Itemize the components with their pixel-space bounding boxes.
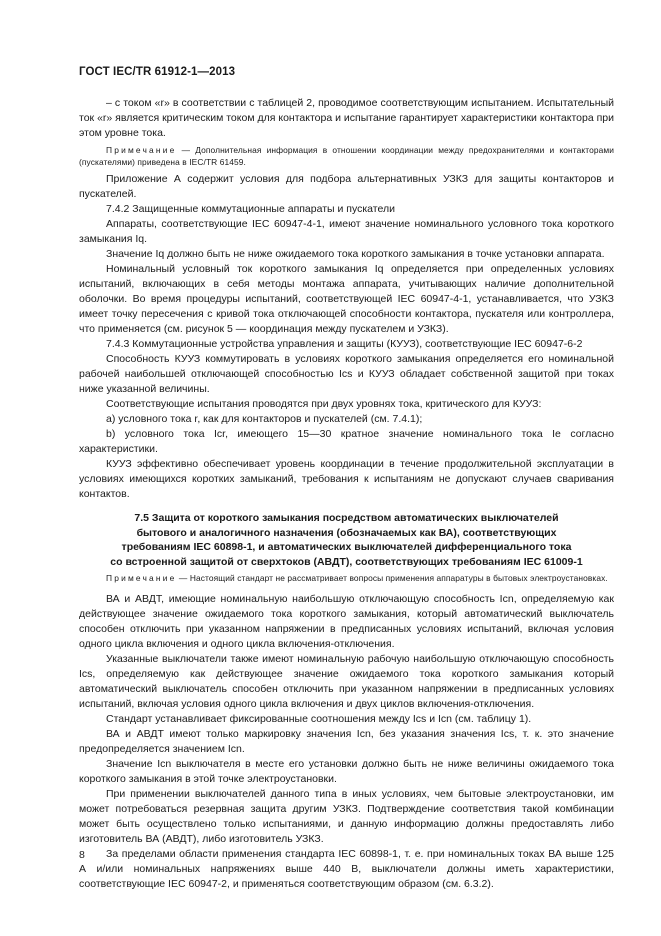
note xyxy=(79,144,614,168)
note xyxy=(79,572,614,584)
document-header: ГОСТ IEC/TR 61912-1—2013 xyxy=(79,66,236,78)
paragraph: Способность КУУЗ коммутировать в условиях короткого замыкания определяется его номинальной рабочей наибольшей отключающей способностью Ics и КУУЗ обладает собственной защитой при токах ниже указанной величины. xyxy=(79,353,614,395)
paragraph: За пределами области применения стандарта IEC 60898-1, т. е. при номинальных токах ВА выше 125 А и/или номинальных напряжениях выше 440 В, выключатели должны иметь характеристики, соответствующие IEC 60947-2, и применяться соответствующим образом (см. 6.3.2). xyxy=(79,848,614,890)
document-body xyxy=(79,96,614,892)
note-label: Примечание xyxy=(106,145,177,155)
paragraph: Приложение А содержит условия для подбора альтернативных УЗКЗ для защиты контакторов и пускателей. xyxy=(79,173,614,200)
paragraph: ВА и АВДТ имеют только маркировку значения Icn, без указания значения Ics, т. к. это значение предопределяется значением Icn. xyxy=(79,728,614,755)
paragraph: При применении выключателей данного типа в иных условиях, чем бытовые электроустановки, им может потребоваться резервная защита другим УЗКЗ. Подтверждение соответствия такой комбинации может быть осуществлено только испытаниями, и данную информацию должны предоставлять либо изготовитель ВА (АВДТ), либо изготовитель УЗКЗ. xyxy=(79,788,614,845)
section-heading-line: требованиям IEC 60898-1, и автоматических выключателей дифференциального тока xyxy=(121,541,572,553)
subsection-heading: 7.4.3 Коммутационные устройства управления и защиты (КУУЗ), соответствующие IEC 60947-6-2 xyxy=(106,338,583,350)
paragraph: КУУЗ эффективно обеспечивает уровень координации в течение продолжительной эксплуатации в условиях имеющихся коротких замыканий, требования к испытаниям не допускают случаев сваривания контактов. xyxy=(79,458,614,500)
list-item: a) условного тока r, как для контакторов и пускателей (см. 7.4.1); xyxy=(106,413,423,425)
note-label: Примечание xyxy=(106,573,177,583)
section-heading-line: 7.5 Защита от короткого замыкания посредством автоматических выключателей xyxy=(134,512,559,524)
section-heading-line: бытового и аналогичного назначения (обозначаемых как ВА), соответствующих xyxy=(136,526,557,539)
note-text: — Настоящий стандарт не рассматривает вопросы применения аппаратуры в бытовых электроустановках. xyxy=(178,573,608,583)
subsection-heading: 7.4.2 Защищенные коммутационные аппараты и пускатели xyxy=(106,203,395,215)
paragraph: Значение Iq должно быть не ниже ожидаемого тока короткого замыкания в точке установки аппарата. xyxy=(106,248,605,260)
paragraph: – с током «r» в соответствии с таблицей 2, проводимое соответствующим испытанием. Испытательный ток «r» является критическим током для контактора и испытание гарантирует характеристики контактора при этом уровне тока. xyxy=(79,97,614,139)
paragraph: Указанные выключатели также имеют номинальную рабочую наибольшую отключающую способность Ics, определяемую как действующее значение ожидаемого тока короткого замыкания который автоматический выключатель способен отключить при указанном напряжении в предписанных условиях испытаний, включая условия одного цикла включения и двух циклов включения-отключения. xyxy=(79,653,614,710)
paragraph: Значение Icn выключателя в месте его установки должно быть не ниже величины ожидаемого тока короткого замыкания в этой точке электроустановки. xyxy=(79,758,614,785)
section-heading xyxy=(79,511,614,569)
section-heading-line: со встроенной защитой от сверхтоков (АВДТ), соответствующих требованиям IEC 61009-1 xyxy=(110,555,583,568)
list-item: b) условного тока Icr, имеющего 15—30 кратное значение номинального тока Ie согласно характеристики. xyxy=(79,428,614,455)
paragraph: Аппараты, соответствующие IEC 60947-4-1, имеют значение номинального условного тока короткого замыкания Iq. xyxy=(79,218,614,245)
paragraph: ВА и АВДТ, имеющие номинальную наибольшую отключающую способность Icn, определяемую как действующее значение ожидаемого тока короткого замыкания, который автоматический выключатель способен отключить при указанном напряжении в предписанных условиях испытаний, включая условия одного цикла включения и одного цикла включения-отключения. xyxy=(79,593,614,650)
page-number: 8 xyxy=(79,849,85,861)
paragraph: Номинальный условный ток короткого замыкания Iq определяется при определенных условиях испытаний, включающих в себя методы монтажа аппарата, учитывающих наличие дополнительной оболочки. Во время процедуры испытаний, соответствующей IEC 60947-4-1, устанавливается, что УЗКЗ имеет точку пересечения с кривой тока отключающей способности контактора, пускателя или контроллера, что применяется (см. рисунок 5 — координация между пускателем и УЗКЗ). xyxy=(79,263,614,335)
paragraph: Соответствующие испытания проводятся при двух уровнях тока, критического для КУУЗ: xyxy=(106,398,542,410)
note-text: — Дополнительная информация в отношении координации между предохранителями и контакторами (пускателями) приведена в IEC/TR 61459. xyxy=(79,145,614,167)
paragraph: Стандарт устанавливает фиксированные соотношения между Ics и Icn (см. таблицу 1). xyxy=(106,713,532,725)
